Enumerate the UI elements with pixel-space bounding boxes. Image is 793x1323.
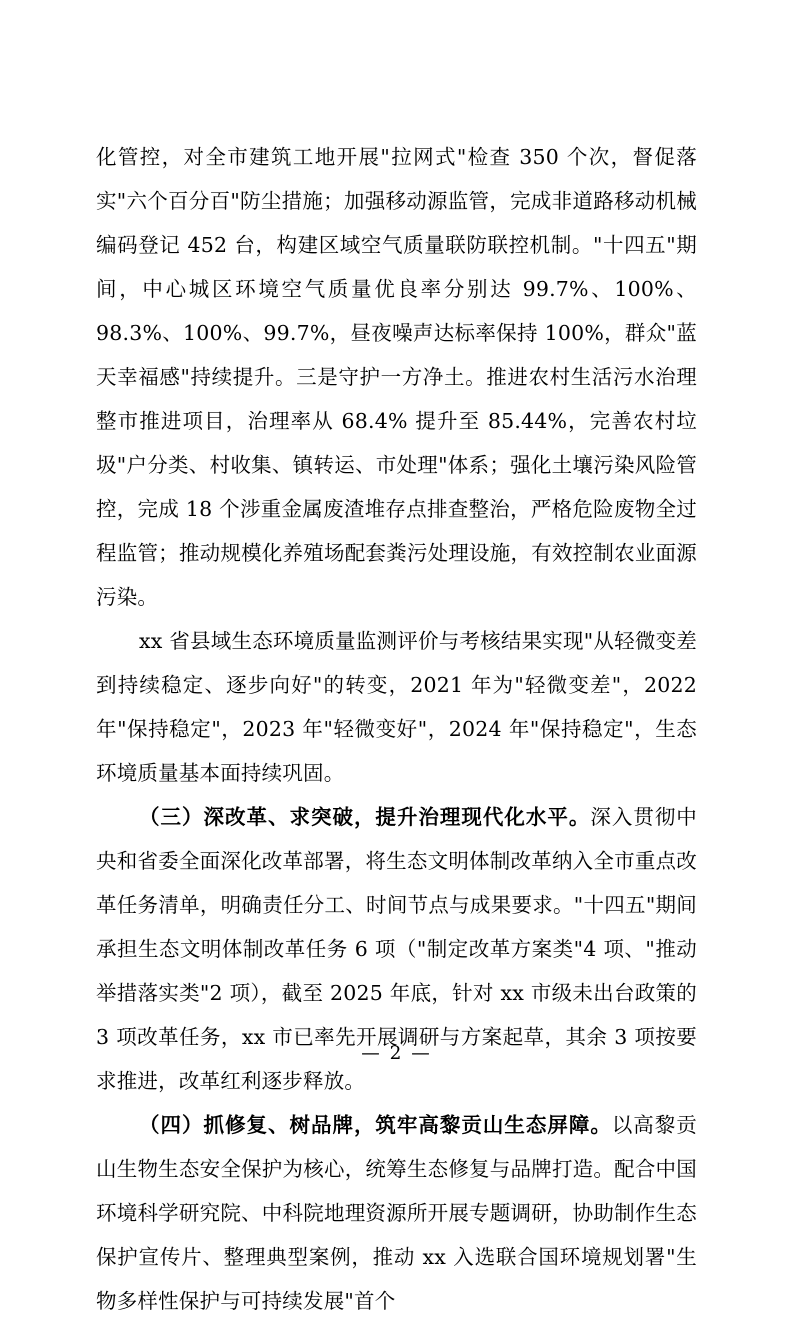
document-body: [96, 135, 697, 1323]
paragraph-3-text: 深入贯彻中央和省委全面深化改革部署，将生态文明体制改革纳入全市重点改革任务清单，明确责任分工、时间节点与成果要求。"十四五"期间承担生态文明体制改革任务 6 项（"制定改革方案类"4 项、"推动举措落实类"2 项），截至 2025 年底，针对 xx 市级未出台政策的 3 项改革任务，xx 市已率先开展调研与方案起草，其余 3 项按要求推进，改革红利逐步释放。: [96, 805, 698, 1093]
paragraph-1: 化管控，对全市建筑工地开展"拉网式"检查 350 个次，督促落实"六个百分百"防尘措施；加强移动源监管，完成非道路移动机械编码登记 452 台，构建区域空气质量联防联控机制。"十四五"期间，中心城区环境空气质量优良率分别达 99.7%、100%、98.3%、100%、99.7%，昼夜噪声达标率保持 100%，群众"蓝天幸福感"持续提升。三是守护一方净土。推进农村生活污水治理整市推进项目，治理率从 68.4% 提升至 85.44%，完善农村垃圾"户分类、村收集、镇转运、市处理"体系；强化土壤污染风险管控，完成 18 个涉重金属废渣堆存点排查整治，严格危险废物全过程监管；推动规模化养殖场配套粪污处理设施，有效控制农业面源污染。: [96, 145, 697, 609]
paragraph-4-heading: （四）抓修复、树品牌，筑牢高黎贡山生态屏障。: [139, 1113, 612, 1137]
paragraph-2: xx 省县域生态环境质量监测评价与考核结果实现"从轻微变差到持续稳定、逐步向好"的转变，2021 年为"轻微变差"，2022 年"保持稳定"，2023 年"轻微变好"，2024 年"保持稳定"，生态环境质量基本面持续巩固。: [96, 629, 697, 785]
paragraph-4-text: 以高黎贡山生物生态安全保护为核心，统筹生态修复与品牌打造。配合中国环境科学研究院、中科院地理资源所开展专题调研，协助制作生态保护宣传片、整理典型案例，推动 xx 入选联合国环境规划署"生物多样性保护与可持续发展"首个: [96, 1113, 697, 1313]
paragraph-3-heading: （三）深改革、求突破，提升治理现代化水平。: [139, 805, 591, 829]
page-number: — 2 —: [361, 1043, 432, 1064]
paragraph-4: [96, 1103, 697, 1323]
